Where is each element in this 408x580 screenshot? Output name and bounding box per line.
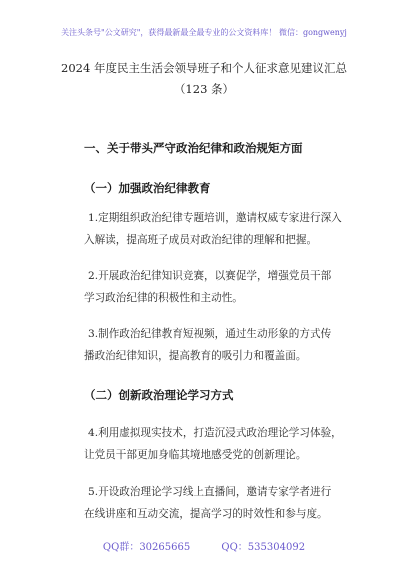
list-item [84,265,346,309]
item-line: 5.开设政治理论学习线上直播间，邀请专家学者进行 [88,486,332,498]
section-heading-1: 一、关于带头严守政治纪律和政治规矩方面 [84,141,303,155]
item-line: 在线讲座和互动交流，提高学习的时效性和参与度。 [84,508,328,520]
item-line: 入解读，提高班子成员对政治纪律的理解和把握。 [84,234,318,246]
header-watermark: 关注头条号"公文研究"，获得最新最全最专业的公文资料库！ 微信：gongwenyj [61,28,347,37]
item-line: 让党员干部更加身临其境地感受党的创新理论。 [84,449,307,461]
list-item [84,422,346,466]
item-line: 4.利用虚拟现实技术，打造沉浸式政治理论学习体验， [88,427,342,439]
document-subtitle: （123 条） [173,82,235,96]
footer-contact [0,538,408,553]
item-line: 3.制作政治纪律教育短视频，通过生动形象的方式传 [88,328,332,340]
item-line: 1.定期组织政治纪律专题培训，邀请权威专家进行深入 [88,212,342,224]
subsection-heading-2: （二）创新政治理论学习方式 [84,388,234,402]
document-title: 2024 年度民主生活会领导班子和个人征求意见建议汇总 [61,61,347,75]
subsection-heading-1: （一）加强政治纪律教育 [84,181,211,195]
list-item [84,323,346,367]
qq-group-number: QQ群：30265665 [102,542,191,553]
item-line: 播政治纪律知识，提高教育的吸引力和覆盖面。 [84,350,307,362]
list-item [84,481,346,525]
item-line: 学习政治纪律的积极性和主动性。 [84,292,243,304]
item-line: 2.开展政治纪律知识竞赛，以赛促学，增强党员干部 [88,270,332,282]
list-item [84,207,346,251]
qq-number: QQ：535304092 [221,542,306,553]
